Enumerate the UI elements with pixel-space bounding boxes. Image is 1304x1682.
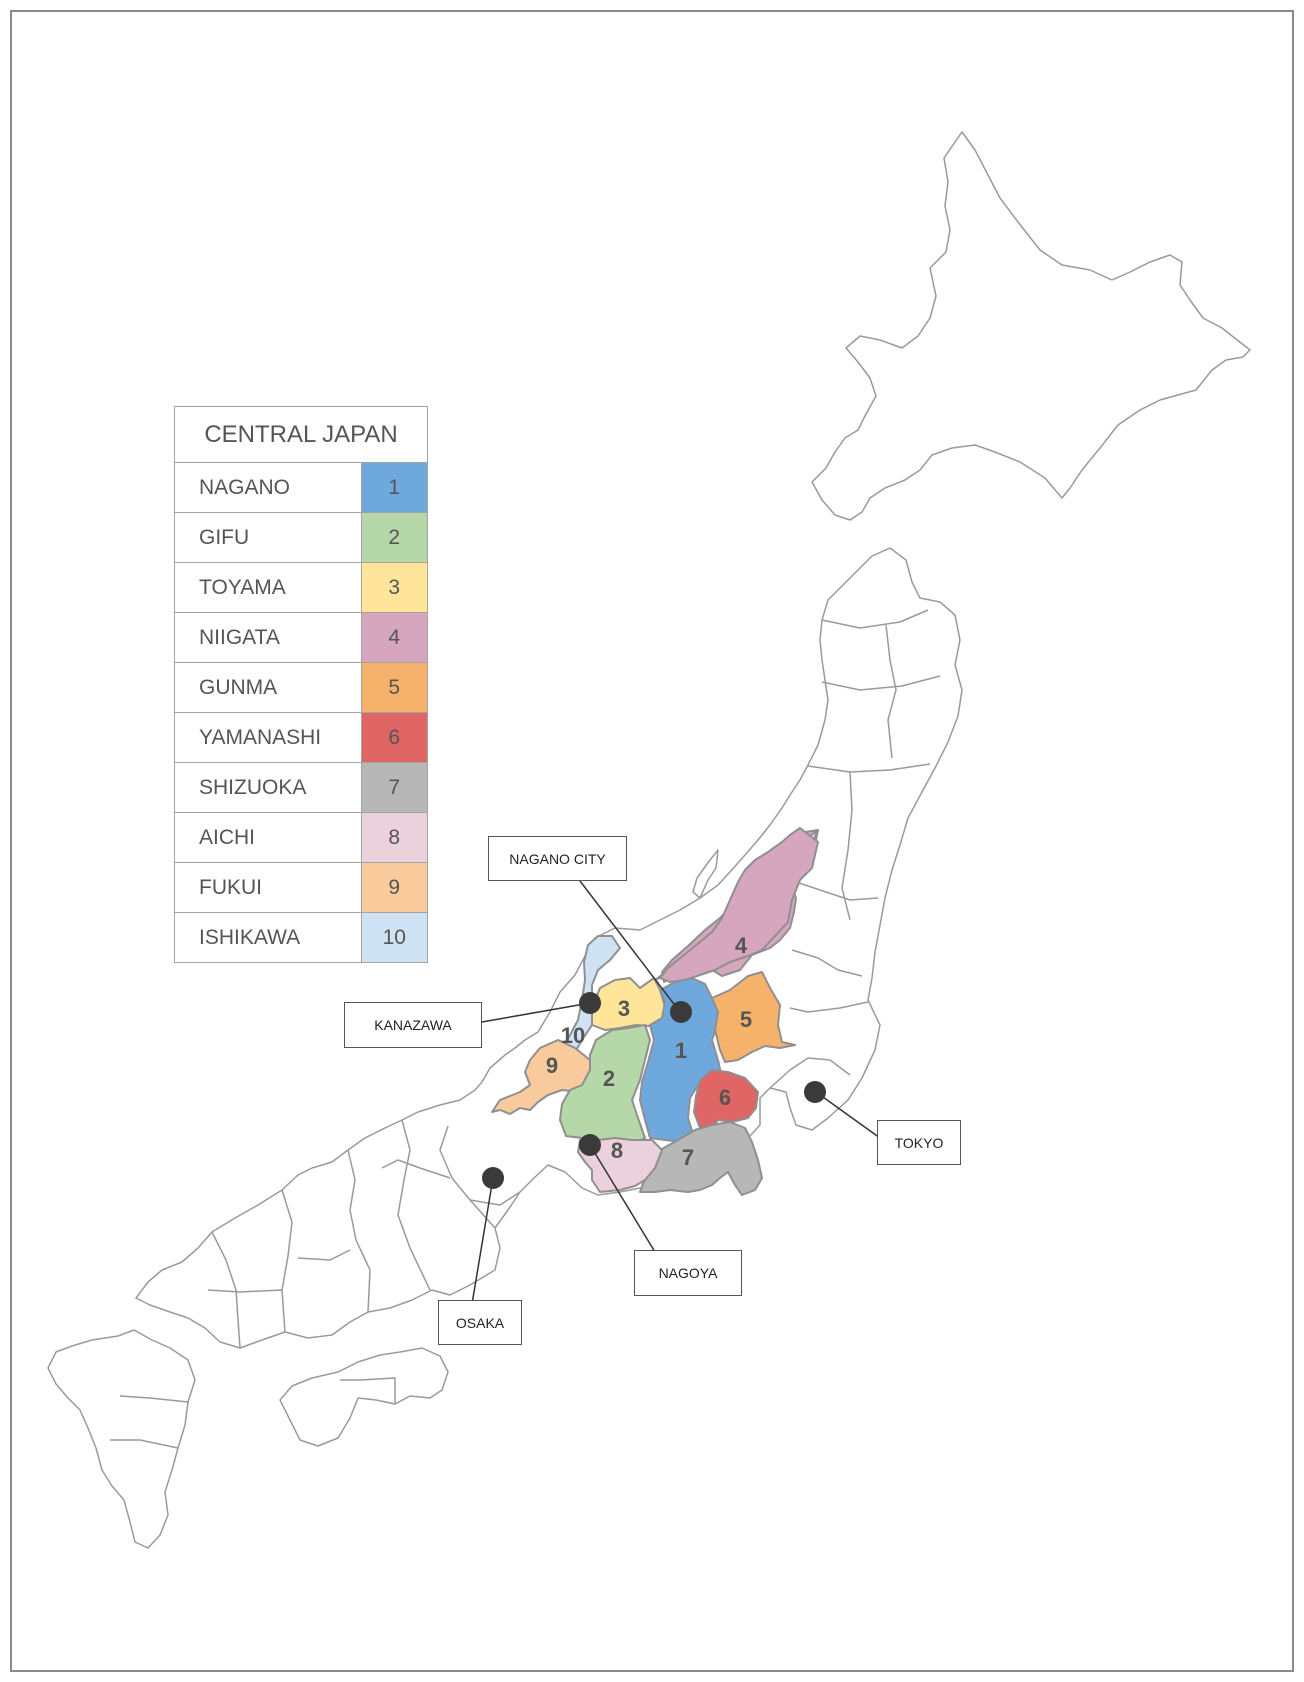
region-number: 7 [681, 1145, 695, 1170]
legend-swatch: 5 [361, 663, 427, 713]
legend-name: AICHI [175, 813, 362, 863]
legend-name: YAMANASHI [175, 713, 362, 763]
legend-swatch: 3 [361, 563, 427, 613]
legend-row [175, 813, 428, 863]
region-number: 3 [617, 996, 631, 1021]
legend-swatch: 10 [361, 913, 427, 963]
nagano-city-label: NAGANO CITY [488, 836, 627, 881]
legend-name: NAGANO [175, 463, 362, 513]
legend-table [174, 406, 428, 963]
osaka-label: OSAKA [438, 1300, 522, 1345]
legend-name: NIIGATA [175, 613, 362, 663]
legend-swatch: 2 [361, 513, 427, 563]
legend-row [175, 463, 428, 513]
region-number: 2 [602, 1066, 616, 1091]
legend-name: FUKUI [175, 863, 362, 913]
nagoya-label: NAGOYA [634, 1250, 742, 1296]
tokyo-label: TOKYO [877, 1120, 961, 1165]
legend-row [175, 663, 428, 713]
shikoku-outline [280, 1348, 448, 1446]
region-number: 10 [560, 1023, 586, 1048]
legend-swatch: 9 [361, 863, 427, 913]
region-number: 6 [718, 1085, 732, 1110]
region-number: 8 [610, 1138, 624, 1163]
legend-swatch: 8 [361, 813, 427, 863]
legend-name: GIFU [175, 513, 362, 563]
kanazawa-dot [579, 992, 601, 1014]
legend-swatch: 7 [361, 763, 427, 813]
kanazawa-label: KANAZAWA [344, 1002, 482, 1048]
legend-row [175, 563, 428, 613]
legend-row [175, 863, 428, 913]
nagoya-dot [579, 1134, 601, 1156]
legend-swatch: 6 [361, 713, 427, 763]
hokkaido-outline [812, 132, 1250, 520]
region-number: 4 [734, 933, 748, 958]
legend-row [175, 613, 428, 663]
nagano-city-dot [670, 1001, 692, 1023]
legend-swatch: 1 [361, 463, 427, 513]
region-number: 1 [674, 1038, 688, 1063]
legend-row [175, 763, 428, 813]
region-number: 9 [545, 1053, 559, 1078]
tokyo-dot [804, 1081, 826, 1103]
kyushu-outline [48, 1330, 195, 1548]
osaka-dot [482, 1167, 504, 1189]
legend-row [175, 713, 428, 763]
legend-name: TOYAMA [175, 563, 362, 613]
legend-name: SHIZUOKA [175, 763, 362, 813]
legend-row [175, 513, 428, 563]
legend-title: CENTRAL JAPAN [175, 407, 428, 463]
legend-swatch: 4 [361, 613, 427, 663]
legend-name: GUNMA [175, 663, 362, 713]
legend-name: ISHIKAWA [175, 913, 362, 963]
legend-row [175, 913, 428, 963]
region-number: 5 [739, 1007, 753, 1032]
